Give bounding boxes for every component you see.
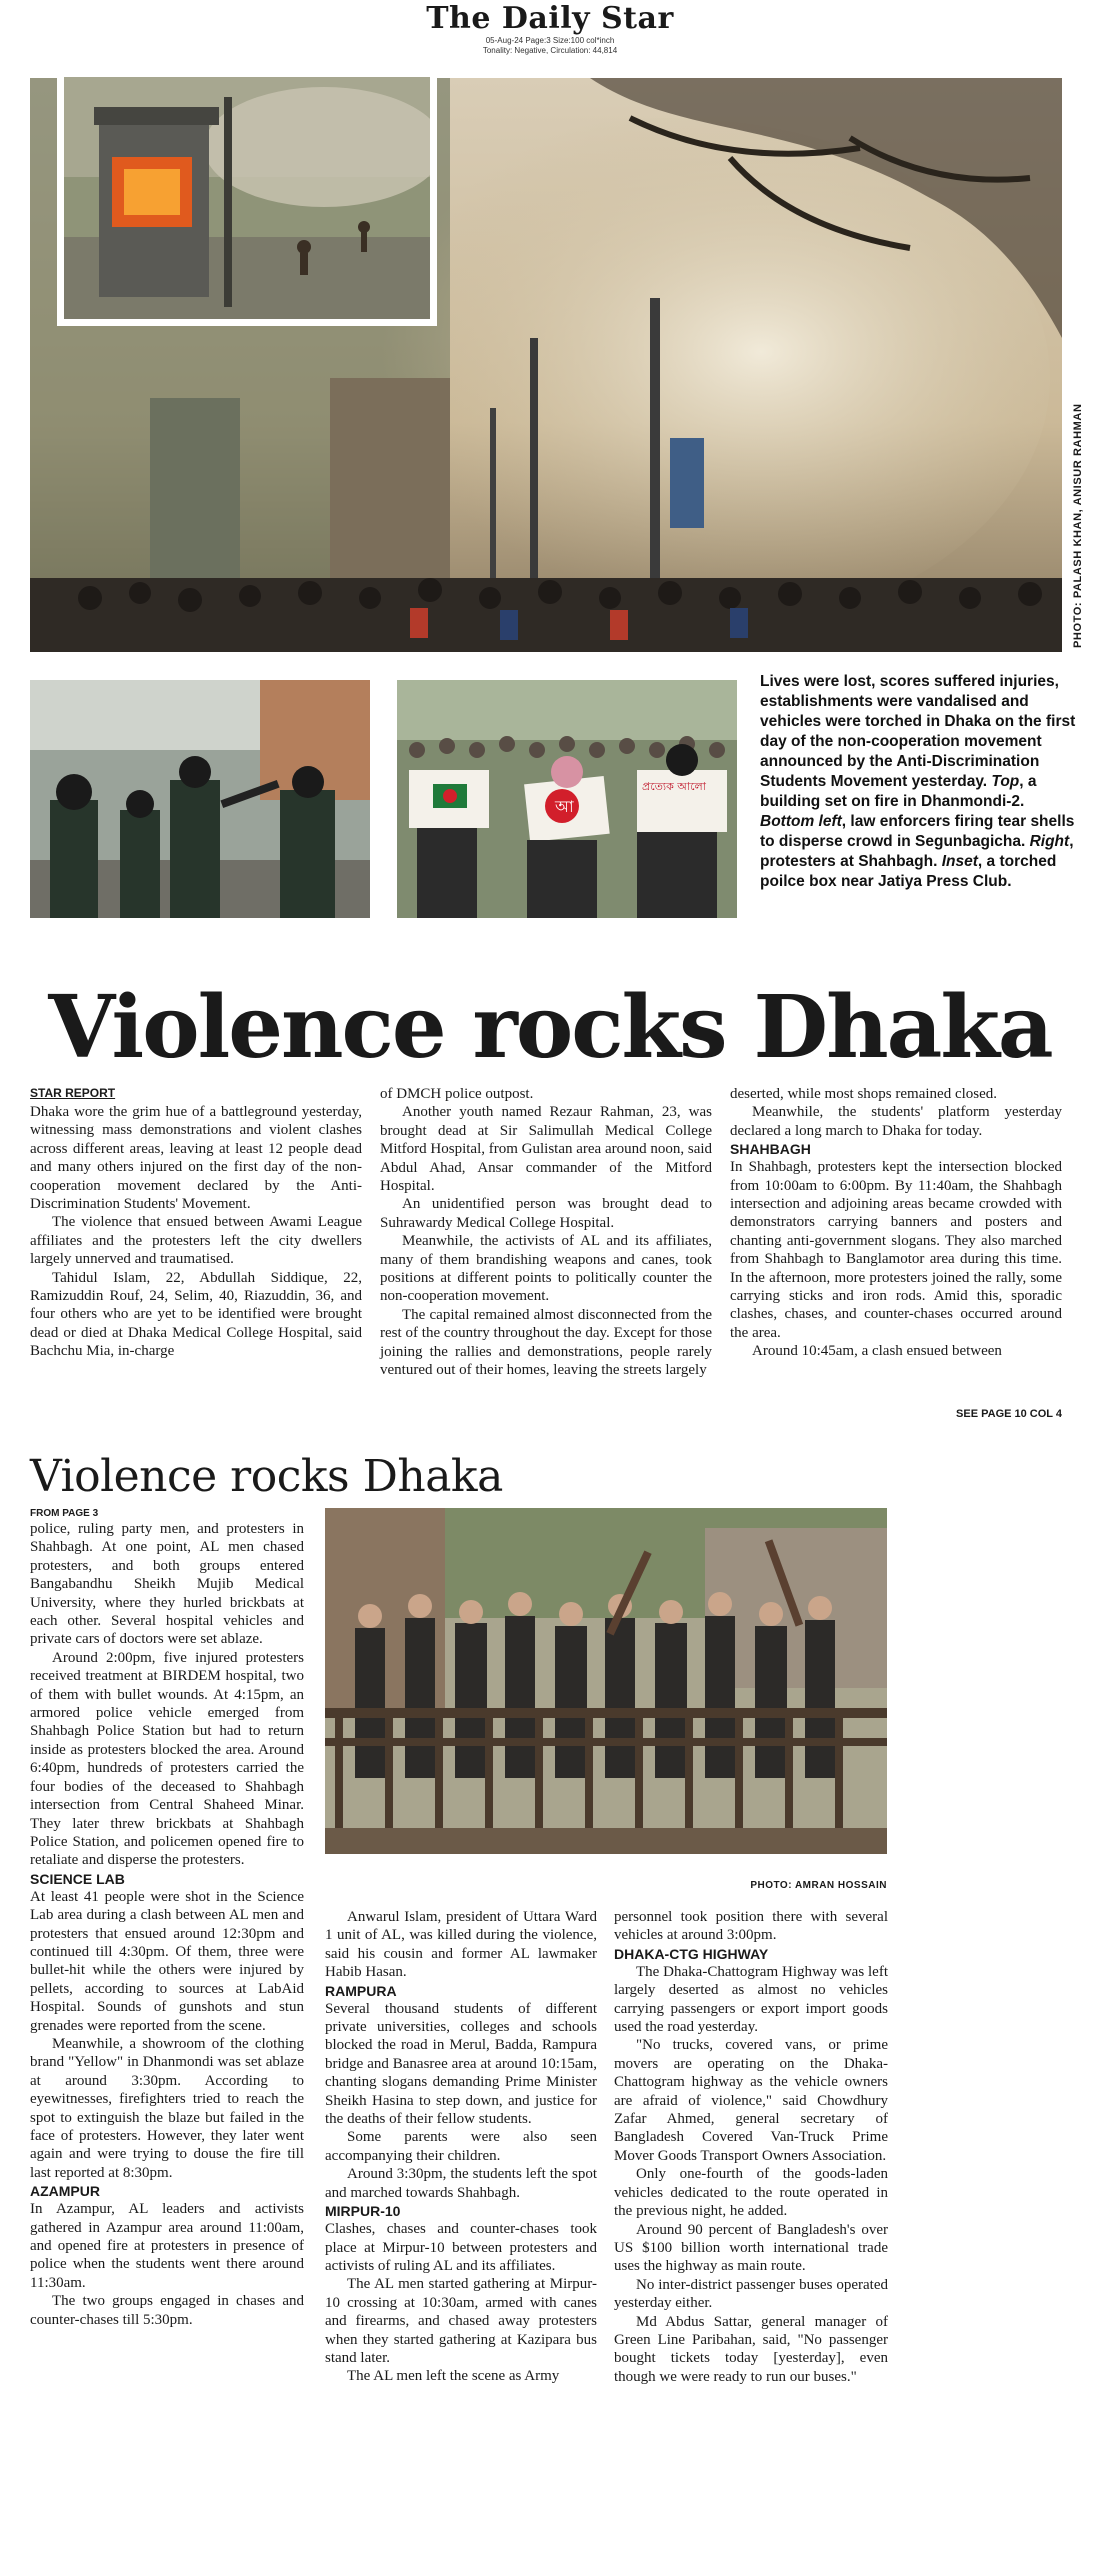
story2-col3-p5: Around 90 percent of Bangladesh's over US $100 billion worth international trade uses the highway as main route. [614, 2221, 888, 2275]
subhead-shahbagh: SHAHBAGH [730, 1141, 811, 1158]
photo-law-enforcers-segunbagicha [30, 680, 370, 918]
story2-col3-p3: "No trucks, covered vans, or prime movers are operating on the Dhaka-Chattogram highway as the vehicle owners are afraid of violence," said Chowdhury Zafar Ahmed, general secretary of Bangladesh Covered Van-Truck Prime Mover Goods Transport Owners Association. [614, 2037, 888, 2164]
story2-col1-p2: Around 2:00pm, five injured protesters received treatment at BIRDEM hospital, two of them with bullet wounds. At 4:15pm, an armored police vehicle emerged from Shahbagh Police Station but had to return inside as protesters blocked the area. Around 6:40pm, hundreds of protesters carried the four bodies of the deceased to Shahbagh intersection from Central Shaheed Minar. They later threw brickbats at Shahbagh Police Station, and policemen opened fire to retaliate and disperse the protesters. [30, 1649, 304, 1869]
story1-col2-p1: of DMCH police outpost. [380, 1086, 534, 1102]
photo-protesters-shahbagh [397, 680, 737, 918]
story2-col2-p2: Several thousand students of different private universities, colleges and schools blocked the road in Merul, Badda, Rampura bridge and Banasree area at around 10:15am, chanting slogans demanding Prime Minister Sheikh Hasina to step down, and justice for the deaths of their fellow students. [325, 2000, 597, 2128]
story1-col1-p2: The violence that ensued between Awami League affiliates and the protesters left the city dwellers largely unnerved and traumatised. [30, 1214, 362, 1268]
caption-top: Top [991, 773, 1020, 790]
from-page-label: FROM PAGE 3 [30, 1508, 99, 1519]
subhead-azampur: AZAMPUR [30, 2183, 100, 2200]
subhead-dhaka-ctg-highway: DHAKA-CTG HIGHWAY [614, 1945, 769, 1962]
story1-col3-p1: deserted, while most shops remained closed. [730, 1086, 998, 1102]
story2-column-3 [614, 1908, 888, 2386]
subhead-rampura: RAMPURA [325, 1982, 397, 1999]
newspaper-logo: The Daily Star [426, 1, 674, 36]
story1-col2-p5: The capital remained almost disconnected from the rest of the country throughout the day. Except for those joining the rallies and demonstrations, people rarely ventured out of their homes, leaving the streets largely [380, 1306, 712, 1379]
caption-part2: , a building set on fire in Dhanmondi-2. [760, 773, 1037, 810]
story2-col1-p5: In Azampur, AL leaders and activists gathered in Azampur area around 11:00am, and opened fire at protesters in presence of police when the students went there around 11:30am. [30, 2201, 304, 2291]
story2-col1-p6: The two groups engaged in chases and counter-chases till 5:30pm. [30, 2293, 304, 2328]
law-enforcers-scene [30, 680, 370, 918]
shahbagh-protest-scene [397, 680, 737, 918]
story2-column-1 [30, 1508, 304, 2329]
story1-col2-p4: Meanwhile, the activists of AL and its affiliates, many of them brandishing weapons and canes, took positions at different points to politically counter the non-cooperation movement. [380, 1233, 712, 1305]
inset-photo-torched-police-box [57, 70, 437, 326]
story2-column-2 [325, 1908, 597, 2386]
story2-col3-p6: No inter-district passenger buses operated yesterday either. [614, 2276, 888, 2312]
subhead-mirpur-10: MIRPUR-10 [325, 2203, 401, 2220]
story2-col1-p4: Meanwhile, a showroom of the clothing brand "Yellow" in Dhanmondi was set ablaze at around 3:30pm. According to eyewitnesses, firefighters tried to reach the spot to extinguish the blaze but failed in the face of protesters. However, they later went again and were trying to douse the fire till last reported at 8:30pm. [30, 2035, 304, 2181]
masthead [0, 0, 1100, 56]
story1-column-3 [730, 1085, 1062, 1361]
caption-part5: , a torched poilce box near Jatiya Press Club. [760, 853, 1057, 890]
story2-col2-p3: Some parents were also seen accompanying their children. [325, 2129, 597, 2164]
story1-col2-p2: Another youth named Rezaur Rahman, 23, was brought dead at Sir Salimullah Medical College Mitford Hospital, from Gulistan area around noon, said Abdul Ahad, Ansar commander of the Mitford Hospital. [380, 1104, 713, 1195]
clip-meta-line2: Tonality: Negative, Circulation: 44,814 [482, 46, 618, 55]
story1-col3-p2: Meanwhile, the students' platform yesterday declared a long march to Dhaka for today. [730, 1104, 1062, 1139]
story2-col3-p7: Md Abdus Sattar, general manager of Green Line Paribahan, said, "No passenger bought tickets today [yesterday], even though we were ready to run our buses." [614, 2313, 888, 2385]
photo-caption [760, 672, 1078, 892]
clip-meta-line1: 05-Aug-24 Page:3 Size:100 col*inch [485, 36, 615, 45]
caption-inset: Inset [941, 853, 978, 870]
story1-column-2 [380, 1085, 712, 1380]
story2-col3-p1: personnel took position there with several vehicles at around 3:00pm. [614, 1909, 888, 1944]
caption-part1: Lives were lost, scores suffered injuries, establishments were vandalised and vehicles were torched in Dhaka on the first day of the non-cooperation movement announced by the Anti-Discrimination Students Movement yesterday. [760, 673, 1076, 790]
photo-armed-men-street [325, 1508, 887, 1854]
story1-col2-p3: An unidentified person was brought dead to Suhrawardy Medical College Hospital. [380, 1196, 712, 1231]
story1-byline: STAR REPORT [30, 1086, 116, 1100]
caption-part4: , protesters at Shahbagh. [760, 833, 1074, 870]
story1-column-1 [30, 1085, 362, 1361]
story2-col2-p4: Around 3:30pm, the students left the spot and marched towards Shahbagh. [325, 2166, 597, 2201]
story1-col1-p3: Tahidul Islam, 22, Abdullah Siddique, 22, Ramizuddin Rouf, 24, Selim, 40, Riazuddin, 36, and four others who are yet to be identified were brought dead or died at Dhaka Medical College Hospital, said Bachchu Mia, in-charge [30, 1269, 362, 1360]
story2-col2-p1: Anwarul Islam, president of Uttara Ward 1 unit of AL, was killed during the violence, said his cousin and former AL lawmaker Habib Hasan. [325, 1909, 597, 1981]
placard-right-text: প্রত্যেক আলো [642, 780, 706, 793]
story1-col3-p3: In Shahbagh, protesters kept the intersection blocked from 10:00am to 6:00pm. By 11:40am, the Shahbagh intersection and adjoining areas became crowded with demonstrators carrying banners and posters and chanting anti-government slogans. They also marched from Shahbagh to Banglamotor area during this time. In the afternoon, more protesters joined the rally, some carrying sticks and iron rods. Amid this, sporadic clashes, chases, and counter-chases occurred around the area. [730, 1159, 1062, 1341]
story2-col2-p6: The AL men started gathering at Mirpur-10 crossing at 10:30am, armed with canes and firearms, and chased away protesters when they started gathering at Kazipara bus stand later. [325, 2276, 597, 2366]
story1-col3-p4: Around 10:45am, a clash ensued between [752, 1343, 1002, 1360]
caption-right: Right [1029, 833, 1070, 850]
top-photo-credit: PHOTO: PALASH KHAN, ANISUR RAHMAN [1072, 403, 1084, 648]
see-page-jump: SEE PAGE 10 COL 4 [956, 1408, 1062, 1420]
story2-photo-credit: PHOTO: AMRAN HOSSAIN [750, 1880, 887, 1891]
subhead-science-lab: SCIENCE LAB [30, 1870, 125, 1887]
story2-col2-p7: The AL men left the scene as Army [347, 2368, 560, 2385]
story2-col1-p1: police, ruling party men, and protesters in Shahbagh. At one point, AL men chased protesters, and both groups entered Bangabandhu Sheikh Mujib Medical University, where they hurled brickbats at each other. Several hospital vehicles and private cars of doctors were set ablaze. [30, 1521, 304, 1648]
placard-middle-text: আ [555, 797, 574, 816]
main-headline: Violence rocks Dhaka [48, 977, 1052, 1078]
story2-col3-p2: The Dhaka-Chattogram Highway was left largely deserted as almost no vehicles carrying passengers or export import goods used the road yesterday. [614, 1963, 888, 2036]
continuation-headline: Violence rocks Dhaka [30, 1451, 503, 1502]
caption-part3: , law enforcers firing tear shells to disperse crowd in Segunbagicha. [760, 813, 1075, 850]
story2-col1-p3: At least 41 people were shot in the Science Lab area during a clash between AL men and protesters that ensued around 12:30pm and continued till 4:30pm. Of them, three were bullet-hit while the others were injured by pellets, according to sources at LabAid Hospital. Sounds of gunshots and stun grenades were reported from the scene. [30, 1888, 304, 2034]
torched-police-box [64, 77, 430, 319]
armed-men-scene [325, 1508, 887, 1854]
story1-col1-p1: Dhaka wore the grim hue of a battleground yesterday, witnessing mass demonstrations and violent clashes across different areas, leaving at least 12 people dead and many others injured on the first day of the non-cooperation movement declared by the Anti-Discrimination Students' Movement. [30, 1104, 362, 1213]
caption-bottom-left: Bottom left [760, 813, 842, 830]
story2-col3-p4: Only one-fourth of the goods-laden vehicles dedicated to the route operated in the previous night, he added. [614, 2166, 888, 2220]
story2-col2-p5: Clashes, chases and counter-chases took place at Mirpur-10 between protesters and activists of ruling AL and its affiliates. [325, 2221, 597, 2274]
